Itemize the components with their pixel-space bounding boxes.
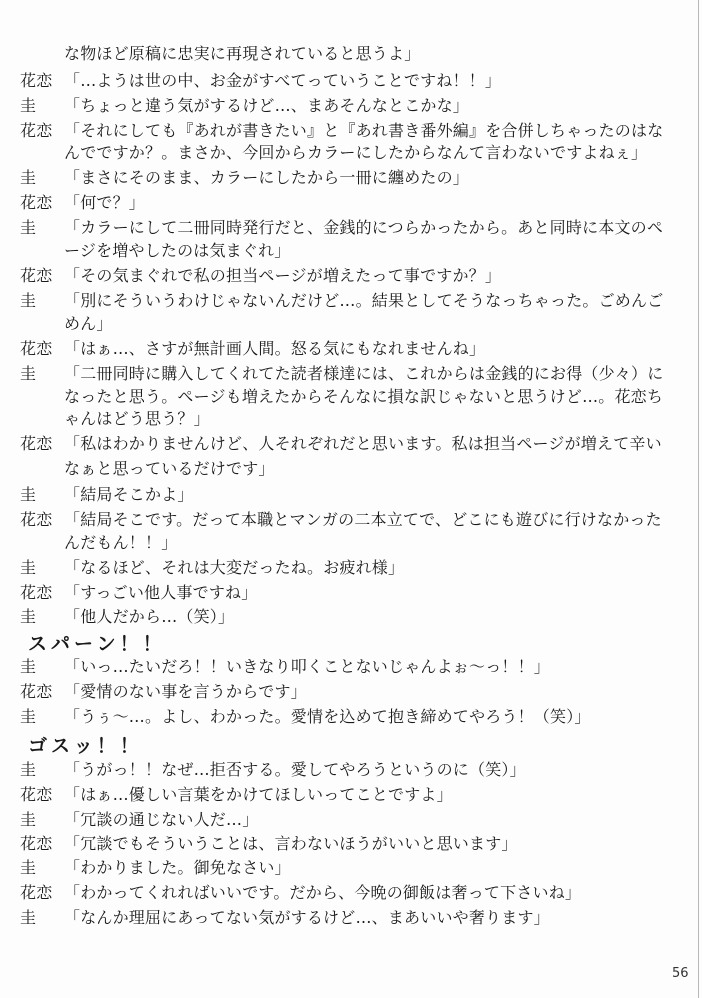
speaker-name: 圭 [20,657,37,676]
dialogue-line [0,314,702,336]
dialogue-line [0,434,702,456]
dialogue-line [0,143,702,165]
dialogue-line [0,583,702,605]
dialogue-line [0,409,702,431]
dialogue-text: なぁと思っているだけです」 [64,459,275,478]
dialogue-text: 「結局そこです。だって本職とマンガの二本立てで、どこにも遊びに行けなかった [64,510,662,529]
dialogue-text: 「別にそういうわけじゃないんだけど…。結果としてそうなっちゃった。ごめんご [64,291,664,310]
dialogue-text: な物ほど原稿に忠実に再現されていると思うよ」 [64,44,421,63]
speaker-name: 花恋 [20,583,53,602]
dialogue-text: 「私はわかりませんけど、人それぞれだと思います。私は担当ページが増えて辛い [64,434,662,453]
sound-effect: ゴスッ！！ [28,735,143,757]
speaker-name: 花恋 [20,121,53,140]
speaker-name: 圭 [20,485,37,504]
dialogue-text: めん」 [64,314,113,333]
dialogue-text: 「なんか理屈にあってない気がするけど…、まあいいや奢ります」 [64,908,550,927]
speaker-name: 圭 [20,908,37,927]
dialogue-text: 「他人だから…（笑）」 [64,607,235,626]
dialogue-text: 「うがっ！！なぜ…拒否する。愛してやろうというのに（笑）」 [64,760,526,779]
dialogue-line [0,485,702,507]
dialogue-line [0,607,702,629]
dialogue-text: 「愛情のない事を言うからです」 [64,682,307,701]
speaker-name: 圭 [20,168,37,187]
speaker-name: 圭 [20,760,37,779]
dialogue-line [0,558,702,580]
speaker-name: 圭 [20,607,37,626]
dialogue-text: 「はぁ…優しい言葉をかけてほしいってことですよ」 [64,785,453,804]
dialogue-line [0,834,702,856]
dialogue-line [0,266,702,288]
dialogue-text: 「ちょっと違う気がするけど…、まあそんなとこかな」 [64,96,470,115]
dialogue-text: 「二冊同時に購入してくれてた読者様達には、これからは金銭的にお得（少々）に [64,364,664,383]
dialogue-text: 「それにしても『あれが書きたい』と『あれ書き番外編』を合併しちゃったのはな [64,121,664,140]
dialogue-text: 「まさにそのまま、カラーにしたから一冊に纏めたの」 [64,168,470,187]
dialogue-line [0,682,702,704]
dialogue-text: 「わかってくれればいいです。だから、今晩の御飯は奢って下さいね」 [64,883,582,902]
dialogue-line [0,71,702,93]
dialogue-line [0,533,702,555]
dialogue-line [0,785,702,807]
dialogue-line [0,241,702,263]
dialogue-text: 「わかりました。御免なさい」 [64,858,291,877]
speaker-name: 花恋 [20,883,53,902]
speaker-name: 圭 [20,218,37,237]
speaker-name: 花恋 [20,834,53,853]
dialogue-line [0,121,702,143]
sound-effect: スパーン！！ [28,633,166,655]
speaker-name: 圭 [20,858,37,877]
dialogue-line [0,218,702,240]
dialogue-line [0,657,702,679]
dialogue-line [0,364,702,386]
dialogue-text: 「はぁ…、さすが無計画人間。怒る気にもなれませんね」 [64,339,486,358]
dialogue-text: 「…ようは世の中、お金がすべてっていうことですね！！」 [64,71,502,90]
dialogue-text: 「なるほど、それは大変だったね。お疲れ様」 [64,558,405,577]
dialogue-line [0,707,702,729]
speaker-name: 圭 [20,558,37,577]
dialogue-text: 「カラーにして二冊同時発行だと、金銭的につらかったから。あと同時に本文のペ [64,218,664,237]
speaker-name: 圭 [20,291,37,310]
speaker-name: 圭 [20,707,37,726]
speaker-name: 花恋 [20,193,53,212]
page-number: 56 [672,966,689,981]
dialogue-text: 「冗談の通じない人だ…」 [64,810,259,829]
speaker-name: 花恋 [20,434,53,453]
dialogue-line [0,510,702,532]
dialogue-text: 「何で？」 [64,193,146,212]
dialogue-line [0,193,702,215]
dialogue-text: 「すっごい他人事ですね」 [64,583,258,602]
dialogue-text: 「結局そこかよ」 [64,485,194,504]
dialogue-text: 「冗談でもそういうことは、言わないほうがいいと思います」 [64,834,518,853]
dialogue-text: んでですか？。まさか、今回からカラーにしたからなんて言わないですよねぇ」 [64,143,648,162]
dialogue-line [0,760,702,782]
speaker-name: 花恋 [20,510,53,529]
dialogue-line [0,908,702,930]
speaker-name: 花恋 [20,71,53,90]
speaker-name: 花恋 [20,785,53,804]
dialogue-text: 「うぅ〜…。よし、わかった。愛情を込めて抱き締めてやろう！（笑）」 [64,707,591,726]
dialogue-line [0,168,702,190]
speaker-name: 花恋 [20,682,53,701]
dialogue-text: ージを増やしたのは気まぐれ」 [64,241,291,260]
dialogue-line [0,96,702,118]
dialogue-line [0,339,702,361]
speaker-name: 圭 [20,96,37,115]
dialogue-line [0,291,702,313]
speaker-name: 圭 [20,364,37,383]
dialogue-line [0,459,702,481]
dialogue-line [0,387,702,409]
dialogue-line [0,883,702,905]
speaker-name: 花恋 [20,266,53,285]
dialogue-line [0,44,702,66]
dialogue-line [0,810,702,832]
speaker-name: 花恋 [20,339,53,358]
speaker-name: 圭 [20,810,37,829]
dialogue-text: ゃんはどう思う？」 [64,409,210,428]
dialogue-text: 「その気まぐれで私の担当ページが増えたって事ですか？」 [64,266,502,285]
dialogue-line [0,858,702,880]
dialogue-text: んだもん！！」 [64,533,178,552]
dialogue-text: 「いっ…たいだろ！！いきなり叩くことないじゃんよぉ〜っ！！」 [64,657,551,676]
dialogue-text: なったと思う。ページも増えたからそんなに損な訳じゃないと思うけど…。花恋ち [64,387,664,406]
